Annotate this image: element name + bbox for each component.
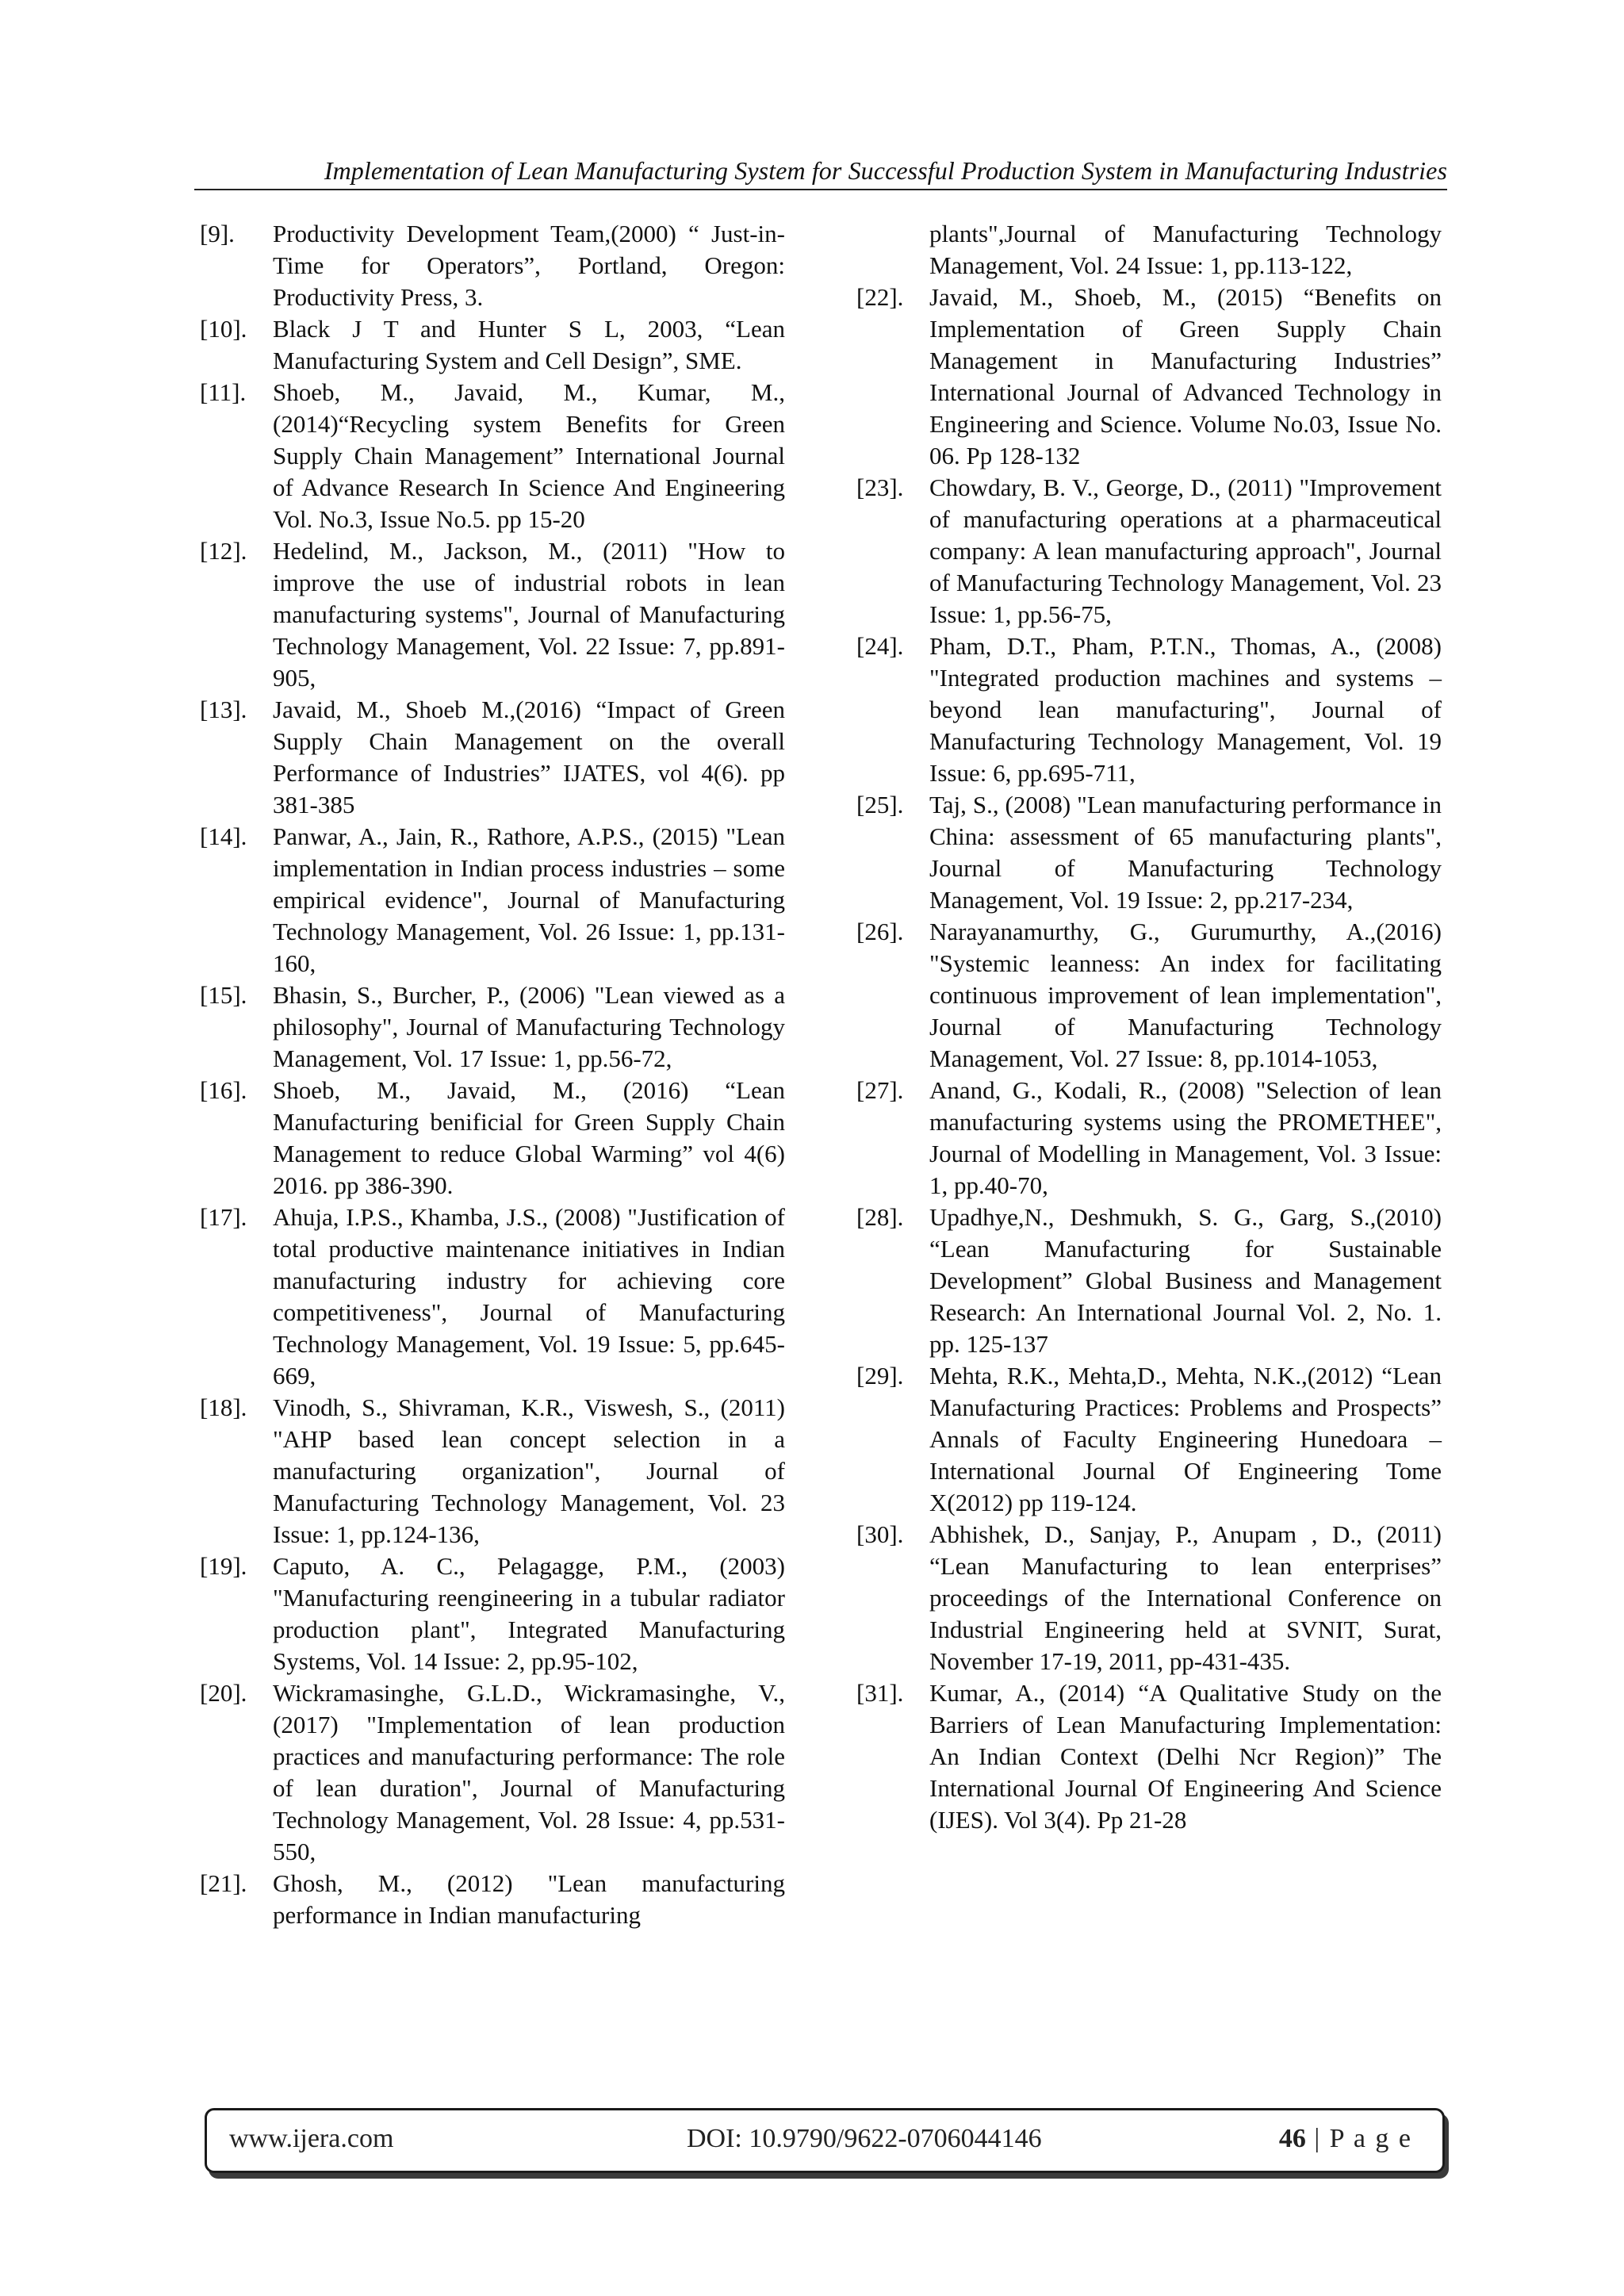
- reference-number: [9].: [200, 220, 235, 247]
- reference-item: [856, 282, 1442, 472]
- reference-item: [856, 916, 1442, 1075]
- running-title: Implementation of Lean Manufacturing System for Successful Production System in Manufacturing Industries: [324, 156, 1447, 185]
- footer-page: [1279, 2124, 1412, 2154]
- references-right-column: [856, 218, 1442, 1836]
- reference-text: Javaid, M., Shoeb, M., (2015) “Benefits on Implementation of Green Supply Chain Management in Manufacturing Industries” International Journal of Advanced Technology in Engineering and Science. Volume No.03, Issue No. 06. Pp 128-132: [929, 283, 1442, 470]
- reference-text: Upadhye,N., Deshmukh, S. G., Garg, S.,(2010) “Lean Manufacturing for Sustainable Development” Global Business and Management Research: An International Journal Vol. 2, No. 1. pp. 125-137: [929, 1203, 1442, 1358]
- reference-number: [10].: [200, 315, 247, 343]
- header-rule: [194, 189, 1447, 190]
- reference-item: [200, 1075, 785, 1202]
- reference-number: [22].: [856, 283, 904, 311]
- reference-text: Wickramasinghe, G.L.D., Wickramasinghe, V., (2017) "Implementation of lean production practices and manufacturing performance: The role of lean duration", Journal of Manufacturing Technology Management, Vol. 28 Issue: 4, pp.531-550,: [273, 1679, 785, 1865]
- reference-item: [856, 1677, 1442, 1836]
- reference-number: [29].: [856, 1362, 904, 1389]
- reference-item: [200, 1550, 785, 1677]
- reference-text: Taj, S., (2008) "Lean manufacturing performance in China: assessment of 65 manufacturing plants", Journal of Manufacturing Technology Management, Vol. 19 Issue: 2, pp.217-234,: [929, 791, 1442, 914]
- reference-item: [856, 789, 1442, 916]
- reference-number: [19].: [200, 1552, 247, 1580]
- reference-number: [12].: [200, 537, 247, 565]
- footer-url[interactable]: www.ijera.com: [229, 2124, 394, 2153]
- reference-text: Javaid, M., Shoeb M.,(2016) “Impact of Green Supply Chain Management on the overall Performance of Industries” IJATES, vol 4(6). pp 381-385: [273, 696, 785, 818]
- reference-item: [856, 1519, 1442, 1677]
- reference-number: [30].: [856, 1520, 904, 1548]
- page-label: | P a g e: [1305, 2124, 1412, 2153]
- reference-text: Black J T and Hunter S L, 2003, “Lean Manufacturing System and Cell Design”, SME.: [273, 315, 785, 374]
- reference-text: Bhasin, S., Burcher, P., (2006) "Lean viewed as a philosophy", Journal of Manufacturing Technology Management, Vol. 17 Issue: 1, pp.56-72,: [273, 981, 785, 1072]
- reference-item: [856, 472, 1442, 631]
- reference-number: [13].: [200, 696, 247, 723]
- reference-number: [15].: [200, 981, 247, 1009]
- reference-number: [11].: [200, 378, 247, 406]
- reference-number: [24].: [856, 632, 904, 660]
- reference-text: Mehta, R.K., Mehta,D., Mehta, N.K.,(2012) “Lean Manufacturing Practices: Problems and Prospects” Annals of Faculty Engineering Hunedoara – International Journal Of Engineering Tome X(2012) pp 119-124.: [929, 1362, 1442, 1516]
- reference-number: [21].: [200, 1869, 247, 1897]
- reference-number: [14].: [200, 822, 247, 850]
- reference-text: Panwar, A., Jain, R., Rathore, A.P.S., (2015) "Lean implementation in Indian process industries – some empirical evidence", Journal of Manufacturing Technology Management, Vol. 26 Issue: 1, pp.131-160,: [273, 822, 785, 977]
- reference-item: [200, 1202, 785, 1392]
- reference-number: [23].: [856, 473, 904, 501]
- reference-number: [28].: [856, 1203, 904, 1231]
- reference-text: Hedelind, M., Jackson, M., (2011) "How to improve the use of industrial robots in lean manufacturing systems", Journal of Manufacturing Technology Management, Vol. 22 Issue: 7, pp.891-905,: [273, 537, 785, 692]
- reference-item: [200, 313, 785, 377]
- reference-text: Shoeb, M., Javaid, M., (2016) “Lean Manufacturing benificial for Green Supply Chain Management to reduce Global Warming” vol 4(6) 2016. pp 386-390.: [273, 1076, 785, 1199]
- reference-number: [26].: [856, 918, 904, 945]
- footer-doi: DOI: 10.9790/9622-0706044146: [687, 2124, 1042, 2153]
- reference-number: [16].: [200, 1076, 247, 1104]
- reference-item: [856, 631, 1442, 789]
- running-header: [194, 157, 1447, 190]
- references-left-column: [200, 218, 785, 1931]
- reference-item: [200, 694, 785, 821]
- reference-text: Abhishek, D., Sanjay, P., Anupam , D., (2011) “Lean Manufacturing to lean enterprises” proceedings of the International Conference on Industrial Engineering held at SVNIT, Surat, November 17-19, 2011, pp-431-435.: [929, 1520, 1442, 1675]
- footer-bar: [205, 2108, 1445, 2173]
- reference-continuation: plants",Journal of Manufacturing Technology Management, Vol. 24 Issue: 1, pp.113-122,: [929, 220, 1442, 279]
- reference-number: [18].: [200, 1393, 247, 1421]
- reference-item: [200, 821, 785, 979]
- reference-item: [200, 1868, 785, 1931]
- reference-item: [200, 979, 785, 1075]
- reference-number: [17].: [200, 1203, 247, 1231]
- reference-text: Caputo, A. C., Pelagagge, P.M., (2003) "Manufacturing reengineering in a tubular radiator production plant", Integrated Manufacturing Systems, Vol. 14 Issue: 2, pp.95-102,: [273, 1552, 785, 1675]
- reference-text: Ahuja, I.P.S., Khamba, J.S., (2008) "Justification of total productive maintenance initiatives in Indian manufacturing industry for achieving core competitiveness", Journal of Manufacturing Technology Management, Vol. 19 Issue: 5, pp.645-669,: [273, 1203, 785, 1389]
- reference-text: Chowdary, B. V., George, D., (2011) "Improvement of manufacturing operations at a pharmaceutical company: A lean manufacturing approach", Journal of Manufacturing Technology Management, Vol. 23 Issue: 1, pp.56-75,: [929, 473, 1442, 628]
- reference-text: Narayanamurthy, G., Gurumurthy, A.,(2016) "Systemic leanness: An index for facilitating continuous improvement of lean implementation", Journal of Manufacturing Technology Management, Vol. 27 Issue: 8, pp.1014-1053,: [929, 918, 1442, 1072]
- reference-text: Kumar, A., (2014) “A Qualitative Study on the Barriers of Lean Manufacturing Implementation: An Indian Context (Delhi Ncr Region)” The International Journal Of Engineering And Science (IJES). Vol 3(4). Pp 21-28: [929, 1679, 1442, 1834]
- reference-item: [200, 1677, 785, 1868]
- reference-item: [200, 535, 785, 694]
- reference-item: [856, 1202, 1442, 1360]
- page-number: 46: [1278, 2124, 1306, 2153]
- reference-text: Pham, D.T., Pham, P.T.N., Thomas, A., (2008) "Integrated production machines and systems – beyond lean manufacturing", Journal of Manufacturing Technology Management, Vol. 19 Issue: 6, pp.695-711,: [929, 632, 1442, 787]
- reference-text: Vinodh, S., Shivraman, K.R., Viswesh, S., (2011) "AHP based lean concept selection in a manufacturing organization", Journal of Manufacturing Technology Management, Vol. 23 Issue: 1, pp.124-136,: [273, 1393, 785, 1548]
- reference-text: Ghosh, M., (2012) "Lean manufacturing performance in Indian manufacturing: [273, 1869, 785, 1929]
- reference-text: Productivity Development Team,(2000) “ Just-in-Time for Operators”, Portland, Oregon: Productivity Press, 3.: [273, 220, 785, 311]
- reference-item: [200, 377, 785, 535]
- reference-item: [856, 1075, 1442, 1202]
- reference-number: [31].: [856, 1679, 904, 1707]
- reference-item: [856, 1360, 1442, 1519]
- reference-text: Anand, G., Kodali, R., (2008) "Selection of lean manufacturing systems using the PROMETHEE", Journal of Modelling in Management, Vol. 3 Issue: 1, pp.40-70,: [929, 1076, 1442, 1199]
- reference-text: Shoeb, M., Javaid, M., Kumar, M., (2014)“Recycling system Benefits for Green Supply Chain Management” International Journal of Advance Research In Science And Engineering Vol. No.3, Issue No.5. pp 15-20: [273, 378, 785, 533]
- reference-number: [20].: [200, 1679, 247, 1707]
- reference-list-right: [856, 282, 1442, 1836]
- reference-item: [200, 1392, 785, 1550]
- reference-number: [25].: [856, 791, 904, 818]
- reference-item: [200, 218, 785, 313]
- reference-number: [27].: [856, 1076, 904, 1104]
